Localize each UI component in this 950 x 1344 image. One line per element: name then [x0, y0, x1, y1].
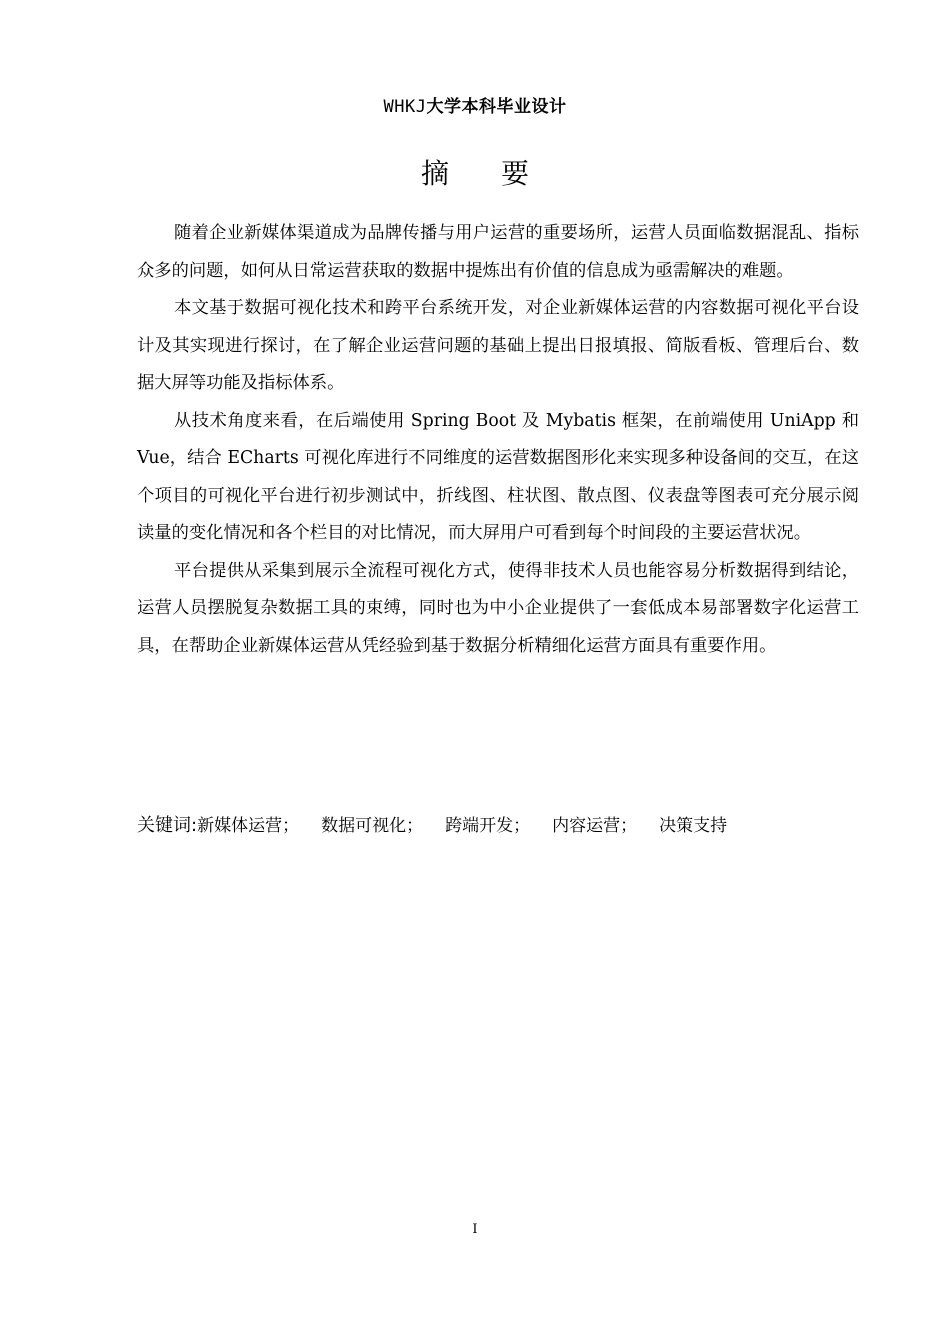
keyword-item: 新媒体运营；	[197, 816, 300, 836]
page-number: I	[472, 1222, 478, 1237]
keywords-label: 关键词:	[137, 815, 198, 836]
abstract-paragraph-4: 平台提供从采集到展示全流程可视化方式，使得非技术人员也能容易分析数据得到结论，运营人员摆脱复杂数据工具的束缚，同时也为中小企业提供了一套低成本易部署数字化运营工具，在帮助企业新媒体运营从凭经验到基于数据分析精细化运营方面具有重要作用。	[137, 560, 859, 656]
keyword-item: 内容运营；	[552, 816, 638, 836]
abstract-paragraph-2: 本文基于数据可视化技术和跨平台系统开发，对企业新媒体运营的内容数据可视化平台设计及其实现进行探讨，在了解企业运营问题的基础上提出日报填报、简版看板、管理后台、数据大屏等功能及指标体系。	[137, 298, 859, 393]
keyword-item: 跨端开发；	[445, 816, 531, 836]
abstract-paragraph-3: 从技术角度来看，在后端使用 Spring Boot 及 Mybatis 框架，在前端使用 UniApp 和 Vue，结合 ECharts 可视化库进行不同维度的运营数据图形化来实现多种设备间的交互，在这个项目的可视化平台进行初步测试中，折线图、柱状图、散点图、仪表盘等图表可充分展示阅读量的变化情况和各个栏目的对比情况，而大屏用户可看到每个时间段的主要运营状况。	[137, 410, 859, 543]
keyword-item: 数据可视化；	[321, 816, 424, 836]
abstract-body	[137, 215, 859, 665]
keywords-line	[137, 812, 859, 840]
keyword-item: 决策支持	[659, 816, 728, 836]
header-document-type: 大学本科毕业设计	[426, 97, 567, 117]
running-header	[0, 94, 950, 120]
header-university-code: WHKJ	[383, 97, 427, 117]
abstract-title: 摘要	[420, 157, 581, 190]
abstract-paragraph-1: 随着企业新媒体渠道成为品牌传播与用户运营的重要场所，运营人员面临数据混乱、指标众多的问题，如何从日常运营获取的数据中提炼出有价值的信息成为亟需解决的难题。	[137, 223, 859, 281]
